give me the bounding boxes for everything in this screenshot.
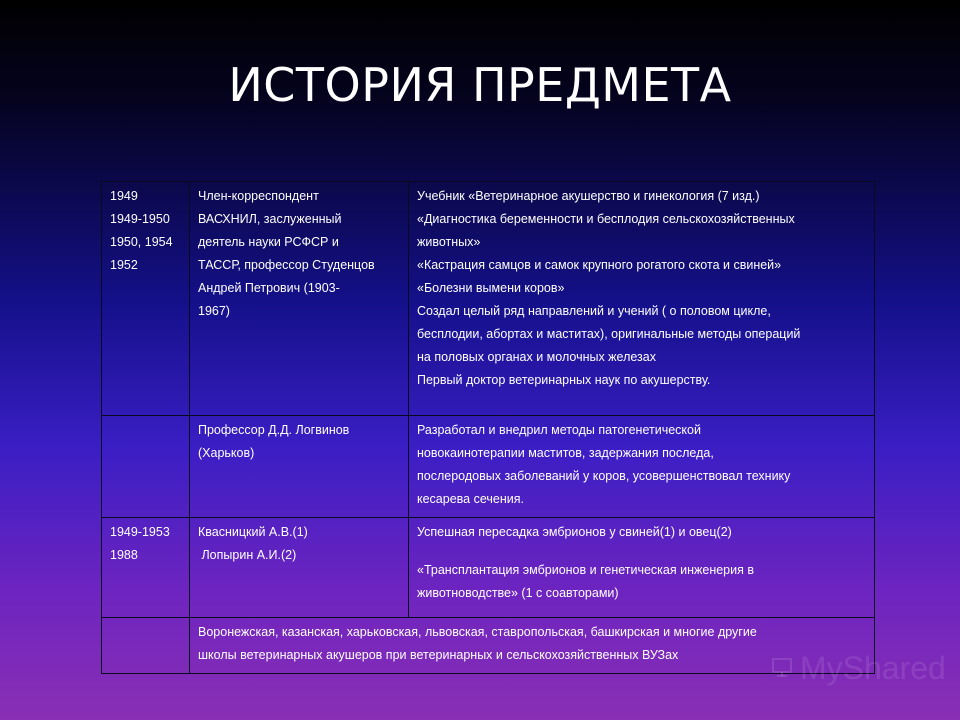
achievement-text: «Трансплантация эмбрионов и генетическая инженерия в: [417, 563, 754, 577]
achievement-text: бесплодии, абортах и маститах), оригинальные методы операций: [417, 327, 801, 341]
dates-cell: [102, 182, 190, 416]
achievement-text: Создал целый ряд направлений и учений ( о половом цикле,: [417, 304, 771, 318]
dates-cell: [102, 416, 190, 518]
date-text: 1949-1953: [110, 525, 170, 539]
achievement-text: на половых органах и молочных железах: [417, 350, 656, 364]
date-text: 1952: [110, 258, 138, 272]
spacer: [417, 544, 866, 559]
achievement-text: «Диагностика беременности и бесплодия сельскохозяйственных: [417, 212, 795, 226]
person-text: (Харьков): [198, 446, 255, 460]
history-table: [101, 181, 875, 674]
achievement-text: Учебник «Ветеринарное акушерство и гинекология (7 изд.): [417, 189, 760, 203]
dates-cell: [102, 618, 190, 674]
achievement-text: «Кастрация самцов и самок крупного рогатого скота и свиней»: [417, 258, 782, 272]
dates-cell: [102, 518, 190, 618]
achievement-text: новокаинотерапии маститов, задержания последа,: [417, 446, 714, 460]
person-text: Профессор Д.Д. Логвинов: [198, 423, 350, 437]
person-text: Лопырин А.И.(2): [198, 548, 297, 562]
person-cell: [190, 182, 409, 416]
achievements-cell: [409, 416, 875, 518]
achievement-text: животноводстве» (1 с соавторами): [417, 586, 619, 600]
slide-title: ИСТОРИЯ ПРЕДМЕТА: [228, 58, 732, 112]
person-cell: [190, 416, 409, 518]
person-text: 1967): [198, 304, 230, 318]
table-row: [102, 518, 875, 618]
summary-text: Воронежская, казанская, харьковская, львовская, ставропольская, башкирская и многие другие: [198, 625, 757, 639]
date-text: 1988: [110, 548, 138, 562]
presentation-screen-icon: [771, 656, 793, 678]
achievements-cell: [409, 518, 875, 618]
achievements-cell: [409, 182, 875, 416]
date-text: 1950, 1954: [110, 235, 173, 249]
summary-text: школы ветеринарных акушеров при ветеринарных и сельскохозяйственных ВУЗах: [198, 648, 679, 662]
person-text: Квасницкий А.В.(1): [198, 525, 308, 539]
date-text: 1949: [110, 189, 138, 203]
person-cell: [190, 518, 409, 618]
watermark-text: [800, 650, 946, 687]
achievement-text: Первый доктор ветеринарных наук по акушерству.: [417, 373, 711, 387]
person-text: ТАССР, профессор Студенцов: [198, 258, 375, 272]
table-row: [102, 182, 875, 416]
watermark-label: MyShared: [800, 650, 946, 686]
achievement-text: «Болезни вымени коров»: [417, 281, 565, 295]
person-text: деятель науки РСФСР и: [198, 235, 339, 249]
person-text: Андрей Петрович (1903-: [198, 281, 340, 295]
person-text: Член-корреспондент: [198, 189, 319, 203]
table-row: [102, 416, 875, 518]
person-text: ВАСХНИЛ, заслуженный: [198, 212, 342, 226]
achievement-text: Разработал и внедрил методы патогенетической: [417, 423, 701, 437]
date-text: 1949-1950: [110, 212, 170, 226]
achievement-text: животных»: [417, 235, 481, 249]
achievement-text: Успешная пересадка эмбрионов у свиней(1) и овец(2): [417, 525, 732, 539]
table-row: [102, 618, 875, 674]
achievement-text: послеродовых заболеваний у коров, усовершенствовал технику: [417, 469, 791, 483]
achievement-text: кесарева сечения.: [417, 492, 524, 506]
